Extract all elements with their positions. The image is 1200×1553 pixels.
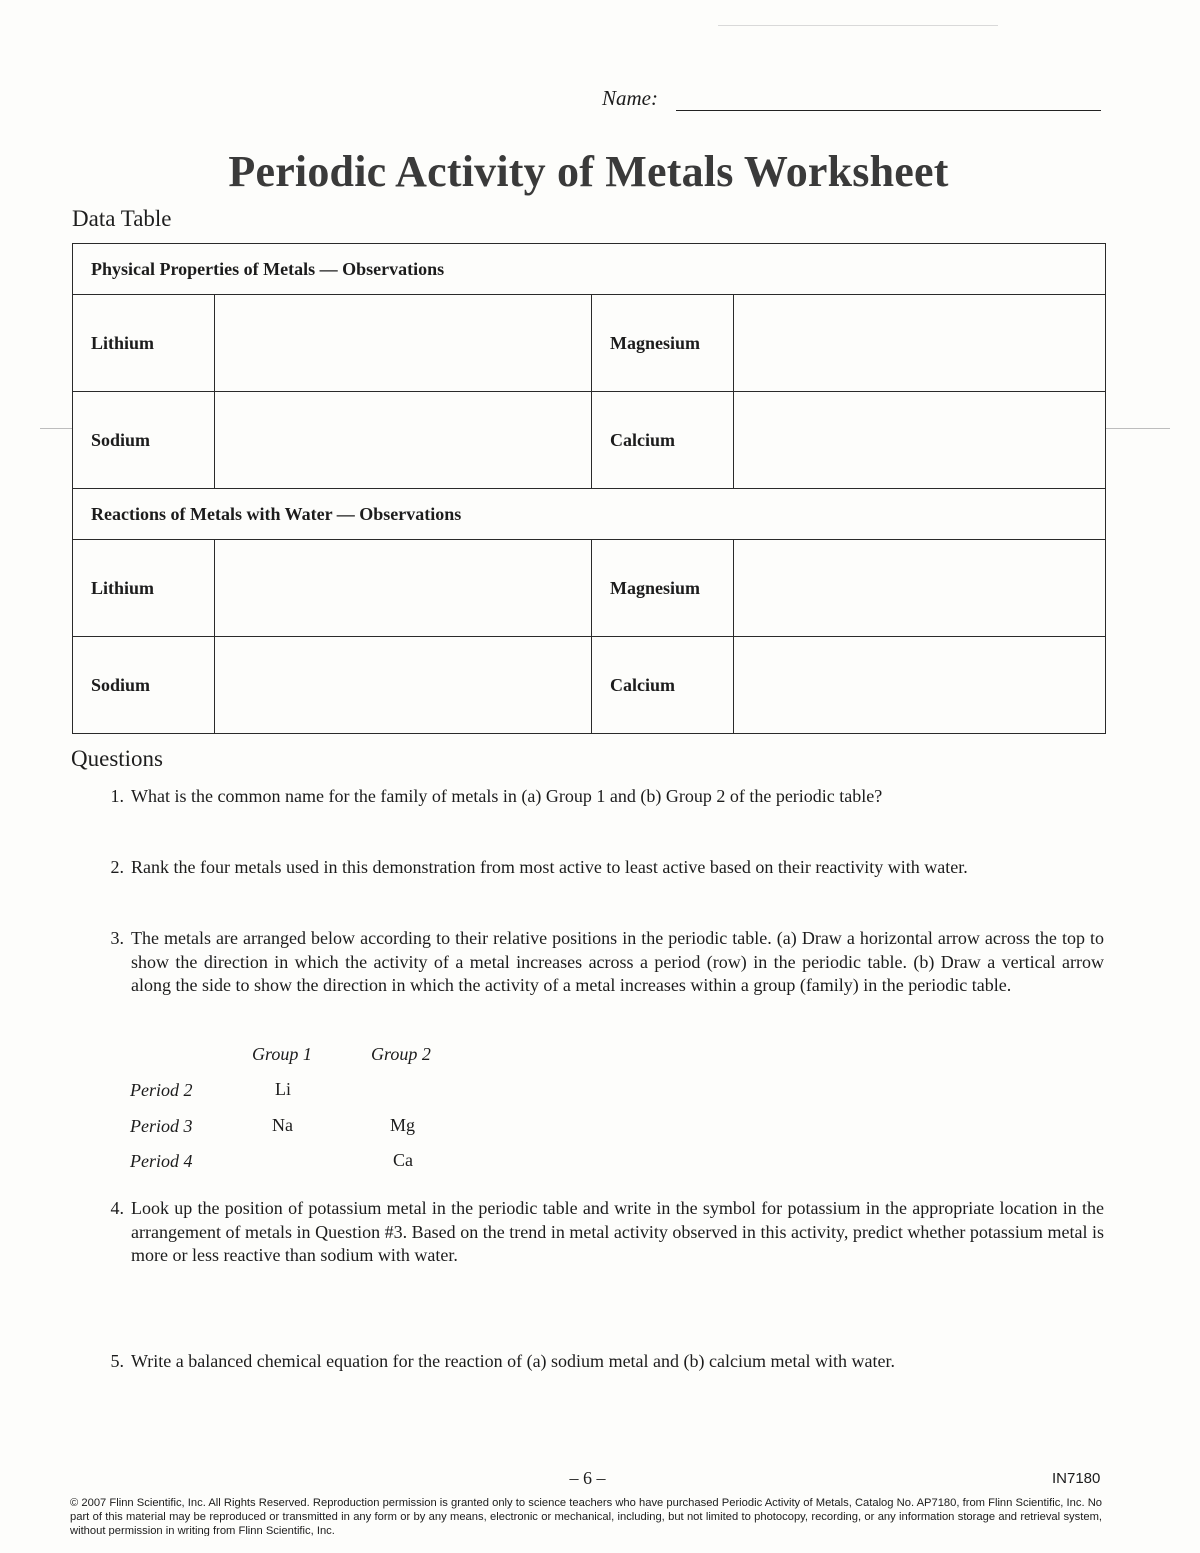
data-table-heading: Data Table — [72, 206, 172, 231]
question-text: Look up the position of potassium metal in the periodic table and write in the symbol for potassium in the appropriate location in the arrangement of metals in Question #3. Based on the trend in metal activity observed in this activity, predict whether potassium metal is more or less reactive than sodium with water. — [131, 1198, 1104, 1265]
table-row — [73, 295, 1106, 392]
observation-cell[interactable] — [215, 392, 592, 489]
table-row — [73, 392, 1106, 489]
question-text: Rank the four metals used in this demonstration from most active to least active based on their reactivity with water. — [131, 857, 968, 877]
metal-label: Lithium — [73, 540, 215, 637]
question-item — [104, 1197, 1104, 1269]
metal-label: Lithium — [73, 295, 215, 392]
scan-artifact-mark — [40, 428, 72, 429]
name-input-line[interactable] — [676, 110, 1101, 111]
group-label: Group 1 — [252, 1044, 312, 1064]
question-number: 5. — [110, 1351, 124, 1371]
section-title: Reactions of Metals with Water — Observations — [73, 489, 1106, 540]
observation-cell[interactable] — [215, 637, 592, 734]
element-symbol: Mg — [390, 1115, 416, 1135]
group-label: Group 2 — [371, 1044, 431, 1064]
element-symbol: Na — [272, 1115, 293, 1135]
observation-cell[interactable] — [734, 392, 1106, 489]
observation-cell[interactable] — [734, 540, 1106, 637]
element-symbol: Ca — [393, 1150, 413, 1170]
period-label: Period 4 — [130, 1151, 193, 1171]
observations-table — [72, 243, 1106, 734]
scan-artifact-mark — [1106, 428, 1170, 429]
name-label: Name: — [602, 86, 658, 110]
copyright-notice: © 2007 Flinn Scientific, Inc. All Rights Reserved. Reproduction permission is granted only to science teachers who have purchased Periodic Activity of Metals, Catalog No. AP7180, from Flinn Scientific, Inc. No part of this material may be reproduced or transmitted in any form or by any means, electronic or mechanical, including, but not limited to photocopy, recording, or any information storage and retrieval system, without permission in writing from Flinn Scientific, Inc. — [70, 1497, 1102, 1536]
element-symbol: Li — [275, 1079, 291, 1099]
metal-label: Sodium — [73, 637, 215, 734]
question-item — [104, 927, 1104, 1023]
observation-cell[interactable] — [734, 637, 1106, 734]
table-row — [73, 540, 1106, 637]
section-title: Physical Properties of Metals — Observations — [73, 244, 1106, 295]
question-item — [104, 856, 1104, 880]
question-item — [104, 1350, 1104, 1374]
period-label: Period 2 — [130, 1080, 193, 1100]
metal-label: Calcium — [592, 392, 734, 489]
question-number: 3. — [110, 928, 124, 948]
question-number: 2. — [110, 857, 124, 877]
question-number: 4. — [110, 1198, 124, 1218]
question-number: 1. — [110, 786, 124, 806]
metal-label: Sodium — [73, 392, 215, 489]
observation-cell[interactable] — [215, 540, 592, 637]
period-label: Period 3 — [130, 1116, 193, 1136]
question-text: What is the common name for the family of metals in (a) Group 1 and (b) Group 2 of the periodic table? — [131, 786, 883, 806]
page-title: Periodic Activity of Metals Worksheet — [228, 147, 949, 196]
metal-label: Calcium — [592, 637, 734, 734]
page-number: – 6 – — [569, 1468, 606, 1488]
metal-label: Magnesium — [592, 540, 734, 637]
question-item — [104, 785, 1104, 809]
table-row — [73, 637, 1106, 734]
catalog-code: IN7180 — [1052, 1470, 1101, 1487]
observation-cell[interactable] — [215, 295, 592, 392]
scan-artifact-line — [718, 25, 998, 26]
table-section-header — [73, 244, 1106, 295]
question-text: The metals are arranged below according to their relative positions in the periodic table. (a) Draw a horizontal arrow across the top to show the direction in which the activity of a metal increases across a period (row) in the periodic table. (b) Draw a vertical arrow along the side to show the direction in which the activity of a metal increases within a group (family) in the periodic table. — [131, 928, 1104, 995]
questions-heading: Questions — [71, 746, 163, 771]
table-section-header — [73, 489, 1106, 540]
metal-label: Magnesium — [592, 295, 734, 392]
question-text: Write a balanced chemical equation for the reaction of (a) sodium metal and (b) calcium metal with water. — [131, 1351, 895, 1371]
observation-cell[interactable] — [734, 295, 1106, 392]
